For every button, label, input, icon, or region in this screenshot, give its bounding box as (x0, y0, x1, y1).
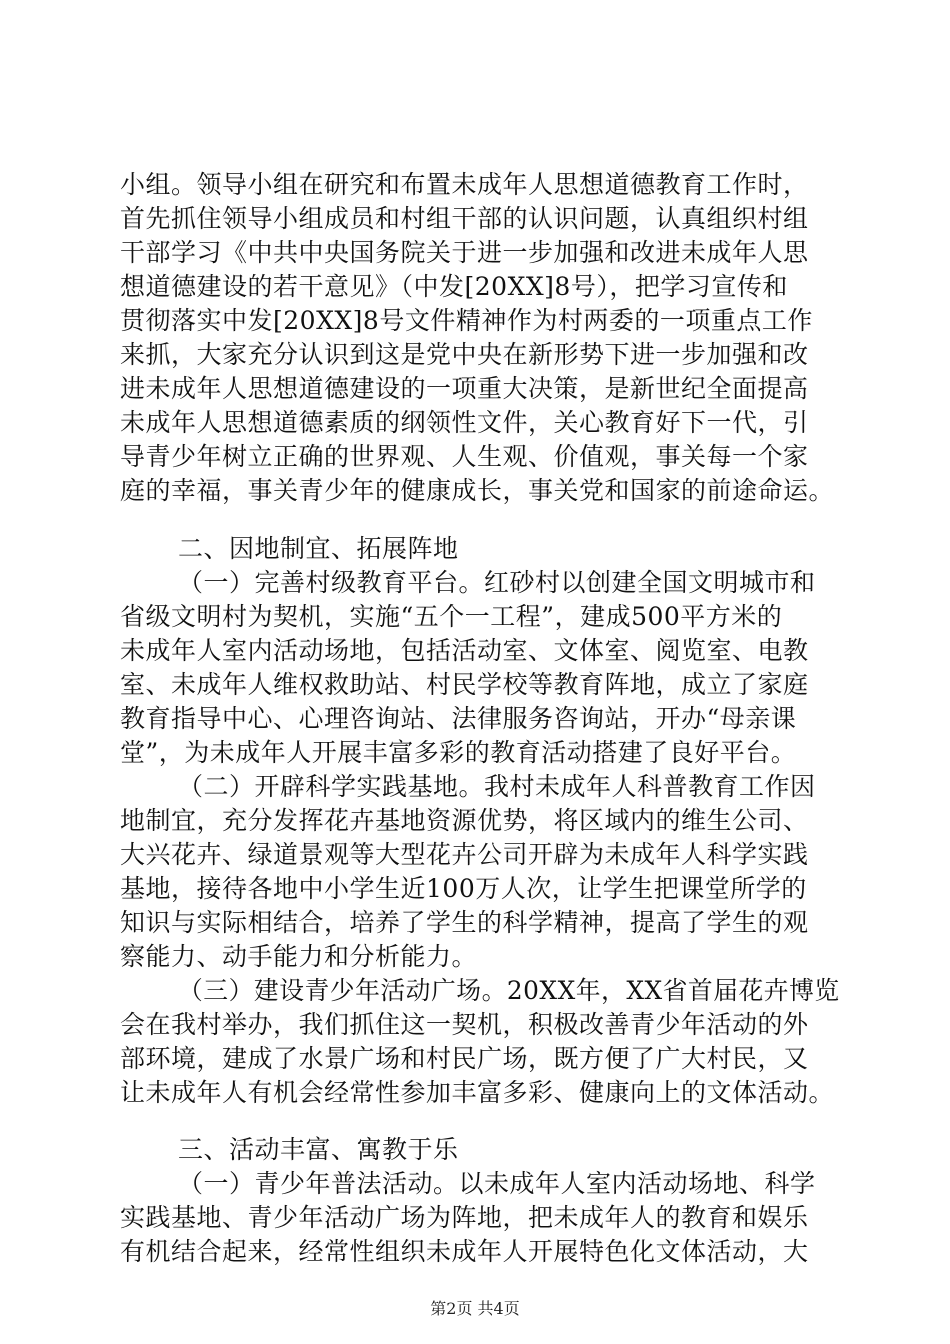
body-text-line: 导青少年树立正确的世界观、人生观、价值观，事关每一个家 (120, 442, 809, 471)
body-text-line: 有机结合起来，经常性组织未成年人开展特色化文体活动，大 (120, 1237, 809, 1266)
body-text-line: 来抓，大家充分认识到这是党中央在新形势下进一步加强和改 (120, 340, 809, 369)
body-text-line: 小组。领导小组在研究和布置未成年人思想道德教育工作时， (120, 170, 809, 199)
body-text-line: 干部学习《中共中央国务院关于进一步加强和改进未成年人思 (120, 238, 809, 267)
body-text-line: （一）青少年普法活动。以未成年人室内活动场地、科学 (178, 1169, 816, 1198)
body-text-line: 大兴花卉、绿道景观等大型花卉公司开辟为未成年人科学实践 (120, 840, 809, 869)
body-text-line: 进未成年人思想道德建设的一项重大决策，是新世纪全面提高 (120, 374, 809, 403)
body-text-line: （一）完善村级教育平台。红砂村以创建全国文明城市和 (178, 568, 816, 597)
section-heading: 二、因地制宜、拓展阵地 (178, 534, 459, 563)
body-text-line: 教育指导中心、心理咨询站、法律服务咨询站，开办“母亲课 (120, 704, 797, 733)
body-text-line: 让未成年人有机会经常性参加丰富多彩、健康向上的文体活动。 (120, 1078, 835, 1107)
body-text-line: 未成年人室内活动场地，包括活动室、文体室、阅览室、电教 (120, 636, 809, 665)
body-text-line: 想道德建设的若干意见》（中发[20XX]8号），把学习宣传和 (120, 272, 788, 301)
body-text-line: 省级文明村为契机，实施“五个一工程”，建成500平方米的 (120, 602, 783, 631)
body-text-line: 部环境，建成了水景广场和村民广场，既方便了广大村民，又 (120, 1044, 809, 1073)
body-text-line: 实践基地、青少年活动广场为阵地，把未成年人的教育和娱乐 (120, 1203, 809, 1232)
body-text-line: 首先抓住领导小组成员和村组干部的认识问题，认真组织村组 (120, 204, 809, 233)
body-text-line: 室、未成年人维权救助站、村民学校等教育阵地，成立了家庭 (120, 670, 809, 699)
body-text-line: 贯彻落实中发[20XX]8号文件精神作为村两委的一项重点工作 (120, 306, 813, 335)
body-text-line: 基地，接待各地中小学生近100万人次，让学生把课堂所学的 (120, 874, 807, 903)
body-text-line: 知识与实际相结合，培养了学生的科学精神，提高了学生的观 (120, 908, 809, 937)
body-text-line: （二）开辟科学实践基地。我村未成年人科普教育工作因 (178, 772, 816, 801)
body-text-line: 堂”，为未成年人开展丰富多彩的教育活动搭建了良好平台。 (120, 738, 797, 767)
body-text-line: 会在我村举办，我们抓住这一契机，积极改善青少年活动的外 (120, 1010, 809, 1039)
body-text-line: 庭的幸福，事关青少年的健康成长，事关党和国家的前途命运。 (120, 476, 835, 505)
section-heading: 三、活动丰富、寓教于乐 (178, 1135, 459, 1164)
body-text-line: （三）建设青少年活动广场。20XX年，XX省首届花卉博览 (178, 976, 840, 1005)
body-text-line: 未成年人思想道德素质的纲领性文件，关心教育好下一代，引 (120, 408, 809, 437)
body-text-line: 察能力、动手能力和分析能力。 (120, 942, 478, 971)
body-text-line: 地制宜，充分发挥花卉基地资源优势，将区域内的维生公司、 (120, 806, 809, 835)
page-footer: 第2页 共4页 (430, 1299, 520, 1318)
